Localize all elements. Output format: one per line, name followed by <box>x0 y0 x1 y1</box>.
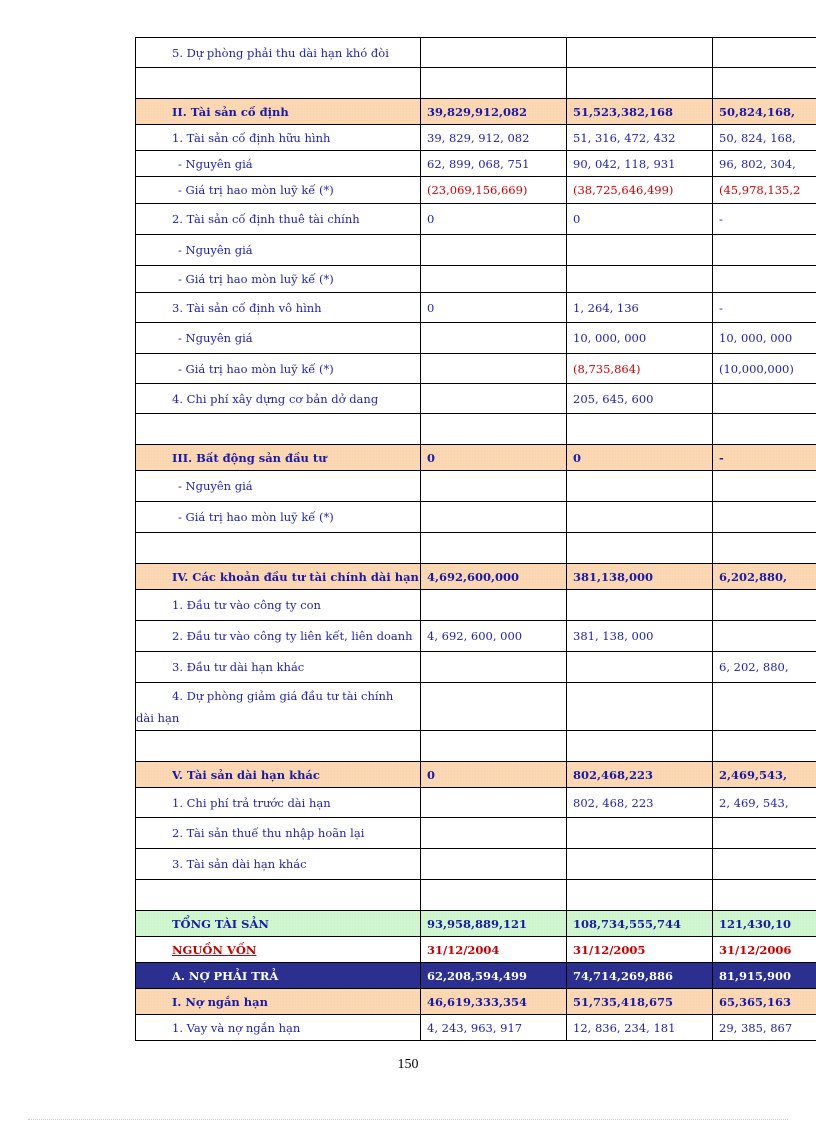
table-row <box>136 911 816 937</box>
row-label <box>136 731 421 762</box>
value-cell-2 <box>567 502 713 533</box>
value-cell-3: 121,430,10 <box>713 911 816 937</box>
value-cell-3 <box>713 880 816 911</box>
table-row <box>136 683 816 731</box>
value-cell-1 <box>421 880 567 911</box>
value-cell-1 <box>421 788 567 818</box>
value-cell-2: 51,523,382,168 <box>567 99 713 125</box>
value-cell-2: 802, 468, 223 <box>567 788 713 818</box>
value-cell-2: 381,138,000 <box>567 564 713 590</box>
value-cell-3 <box>713 38 816 68</box>
value-cell-3: 29, 385, 867 <box>713 1015 816 1041</box>
table-row <box>136 177 816 204</box>
value-cell-1: 39, 829, 912, 082 <box>421 125 567 151</box>
table-row <box>136 762 816 788</box>
row-label: - Nguyên giá <box>136 151 421 177</box>
row-label: 1. Chi phí trả trước dài hạn <box>136 788 421 818</box>
value-cell-1 <box>421 818 567 849</box>
row-label: TỔNG TÀI SẢN <box>136 911 421 937</box>
table-row <box>136 204 816 235</box>
value-cell-1 <box>421 235 567 266</box>
value-cell-1 <box>421 533 567 564</box>
value-cell-3: - <box>713 445 816 471</box>
value-cell-1 <box>421 68 567 99</box>
value-cell-3: 6, 202, 880, <box>713 652 816 683</box>
value-cell-3 <box>713 414 816 445</box>
table-row <box>136 937 816 963</box>
row-label <box>136 414 421 445</box>
value-cell-1: 0 <box>421 762 567 788</box>
value-cell-2 <box>567 38 713 68</box>
row-label: 3. Tài sản dài hạn khác <box>136 849 421 880</box>
table-row <box>136 788 816 818</box>
value-cell-1: 0 <box>421 293 567 323</box>
table-row <box>136 989 816 1015</box>
balance-sheet-table-wrapper <box>135 37 816 1041</box>
value-cell-2: 108,734,555,744 <box>567 911 713 937</box>
table-row <box>136 266 816 293</box>
value-cell-2 <box>567 471 713 502</box>
value-cell-1 <box>421 414 567 445</box>
row-label: - Nguyên giá <box>136 471 421 502</box>
value-cell-1: 0 <box>421 445 567 471</box>
table-row <box>136 323 816 354</box>
value-cell-2 <box>567 590 713 621</box>
value-cell-2: 12, 836, 234, 181 <box>567 1015 713 1041</box>
table-row <box>136 533 816 564</box>
value-cell-2: 0 <box>567 445 713 471</box>
value-cell-2 <box>567 266 713 293</box>
value-cell-3 <box>713 818 816 849</box>
value-cell-3: 50,824,168, <box>713 99 816 125</box>
row-label: - Giá trị hao mòn luỹ kế (*) <box>136 177 421 204</box>
value-cell-1: 46,619,333,354 <box>421 989 567 1015</box>
row-label <box>136 937 421 963</box>
value-cell-2: 51, 316, 472, 432 <box>567 125 713 151</box>
value-cell-2: 205, 645, 600 <box>567 384 713 414</box>
row-label: II. Tài sản cố định <box>136 99 421 125</box>
table-row <box>136 384 816 414</box>
page-number: 150 <box>397 1057 419 1072</box>
value-cell-3: 31/12/2006 <box>713 937 816 963</box>
value-cell-1 <box>421 266 567 293</box>
value-cell-1: 4, 243, 963, 917 <box>421 1015 567 1041</box>
value-cell-2: 31/12/2005 <box>567 937 713 963</box>
row-label: III. Bất động sản đầu tư <box>136 445 421 471</box>
table-row <box>136 151 816 177</box>
value-cell-3 <box>713 849 816 880</box>
row-label: 2. Đầu tư vào công ty liên kết, liên doanh <box>136 621 421 652</box>
value-cell-2: 90, 042, 118, 931 <box>567 151 713 177</box>
value-cell-1 <box>421 384 567 414</box>
row-label <box>136 68 421 99</box>
value-cell-1 <box>421 38 567 68</box>
value-cell-3: 65,365,163 <box>713 989 816 1015</box>
row-label: 5. Dự phòng phải thu dài hạn khó đòi <box>136 38 421 68</box>
table-row <box>136 880 816 911</box>
value-cell-1 <box>421 731 567 762</box>
table-row <box>136 564 816 590</box>
row-label <box>136 880 421 911</box>
value-cell-2 <box>567 818 713 849</box>
value-cell-2: 0 <box>567 204 713 235</box>
table-row <box>136 502 816 533</box>
value-cell-2: 74,714,269,886 <box>567 963 713 989</box>
row-label: 3. Tài sản cố định vô hình <box>136 293 421 323</box>
value-cell-3 <box>713 471 816 502</box>
table-row <box>136 590 816 621</box>
table-row <box>136 38 816 68</box>
value-cell-3 <box>713 266 816 293</box>
row-label: A. NỢ PHẢI TRẢ <box>136 963 421 989</box>
value-cell-2 <box>567 533 713 564</box>
value-cell-2: 802,468,223 <box>567 762 713 788</box>
value-cell-3: 2, 469, 543, <box>713 788 816 818</box>
value-cell-3 <box>713 68 816 99</box>
row-label: 4. Dự phòng giảm giá đầu tư tài chính dài hạn <box>136 683 421 731</box>
value-cell-1: (23,069,156,669) <box>421 177 567 204</box>
row-label: - Nguyên giá <box>136 235 421 266</box>
table-row <box>136 68 816 99</box>
footer-rule <box>28 1119 788 1120</box>
value-cell-1: 31/12/2004 <box>421 937 567 963</box>
value-cell-1 <box>421 502 567 533</box>
value-cell-3 <box>713 683 816 731</box>
value-cell-1 <box>421 354 567 384</box>
row-label: - Nguyên giá <box>136 323 421 354</box>
value-cell-3 <box>713 731 816 762</box>
row-label: I. Nợ ngắn hạn <box>136 989 421 1015</box>
value-cell-3: 50, 824, 168, <box>713 125 816 151</box>
value-cell-2: 1, 264, 136 <box>567 293 713 323</box>
value-cell-2: 10, 000, 000 <box>567 323 713 354</box>
value-cell-1: 4,692,600,000 <box>421 564 567 590</box>
row-label: 1. Đầu tư vào công ty con <box>136 590 421 621</box>
value-cell-2: (38,725,646,499) <box>567 177 713 204</box>
value-cell-1: 62,208,594,499 <box>421 963 567 989</box>
value-cell-1 <box>421 652 567 683</box>
value-cell-3 <box>713 235 816 266</box>
value-cell-2: (8,735,864) <box>567 354 713 384</box>
table-row <box>136 1015 816 1041</box>
value-cell-3: - <box>713 204 816 235</box>
row-label: - Giá trị hao mòn luỹ kế (*) <box>136 502 421 533</box>
table-row <box>136 414 816 445</box>
value-cell-2 <box>567 652 713 683</box>
value-cell-2 <box>567 235 713 266</box>
table-row <box>136 849 816 880</box>
value-cell-3: - <box>713 293 816 323</box>
value-cell-2 <box>567 731 713 762</box>
value-cell-3: (45,978,135,2 <box>713 177 816 204</box>
value-cell-1: 62, 899, 068, 751 <box>421 151 567 177</box>
row-label: - Giá trị hao mòn luỹ kế (*) <box>136 354 421 384</box>
balance-sheet-table <box>135 37 816 1041</box>
value-cell-3: 10, 000, 000 <box>713 323 816 354</box>
table-row <box>136 235 816 266</box>
table-row <box>136 354 816 384</box>
value-cell-3: (10,000,000) <box>713 354 816 384</box>
value-cell-3 <box>713 384 816 414</box>
table-row <box>136 818 816 849</box>
table-row <box>136 445 816 471</box>
value-cell-1: 93,958,889,121 <box>421 911 567 937</box>
table-row <box>136 621 816 652</box>
value-cell-3 <box>713 502 816 533</box>
row-label: 2. Tài sản thuế thu nhập hoãn lại <box>136 818 421 849</box>
row-label: 3. Đầu tư dài hạn khác <box>136 652 421 683</box>
table-row <box>136 731 816 762</box>
row-label: 1. Tài sản cố định hữu hình <box>136 125 421 151</box>
value-cell-1: 4, 692, 600, 000 <box>421 621 567 652</box>
value-cell-1: 39,829,912,082 <box>421 99 567 125</box>
row-label: V. Tài sản dài hạn khác <box>136 762 421 788</box>
value-cell-2 <box>567 414 713 445</box>
value-cell-3: 81,915,900 <box>713 963 816 989</box>
row-label <box>136 533 421 564</box>
table-row <box>136 293 816 323</box>
table-row <box>136 471 816 502</box>
value-cell-3 <box>713 533 816 564</box>
value-cell-1 <box>421 683 567 731</box>
value-cell-1 <box>421 590 567 621</box>
value-cell-1 <box>421 849 567 880</box>
row-label-text: NGUỒN VỐN <box>172 942 257 957</box>
table-row <box>136 99 816 125</box>
table-row <box>136 963 816 989</box>
value-cell-1: 0 <box>421 204 567 235</box>
value-cell-1 <box>421 323 567 354</box>
row-label: 1. Vay và nợ ngắn hạn <box>136 1015 421 1041</box>
row-label: 4. Chi phí xây dựng cơ bản dở dang <box>136 384 421 414</box>
value-cell-3 <box>713 590 816 621</box>
value-cell-1 <box>421 471 567 502</box>
value-cell-2 <box>567 68 713 99</box>
value-cell-2 <box>567 683 713 731</box>
table-row <box>136 652 816 683</box>
row-label: IV. Các khoản đầu tư tài chính dài hạn <box>136 564 421 590</box>
value-cell-2 <box>567 849 713 880</box>
row-label: 2. Tài sản cố định thuê tài chính <box>136 204 421 235</box>
value-cell-2: 51,735,418,675 <box>567 989 713 1015</box>
value-cell-3: 6,202,880, <box>713 564 816 590</box>
value-cell-2: 381, 138, 000 <box>567 621 713 652</box>
table-row <box>136 125 816 151</box>
value-cell-2 <box>567 880 713 911</box>
value-cell-3 <box>713 621 816 652</box>
row-label: - Giá trị hao mòn luỹ kế (*) <box>136 266 421 293</box>
value-cell-3: 2,469,543, <box>713 762 816 788</box>
value-cell-3: 96, 802, 304, <box>713 151 816 177</box>
